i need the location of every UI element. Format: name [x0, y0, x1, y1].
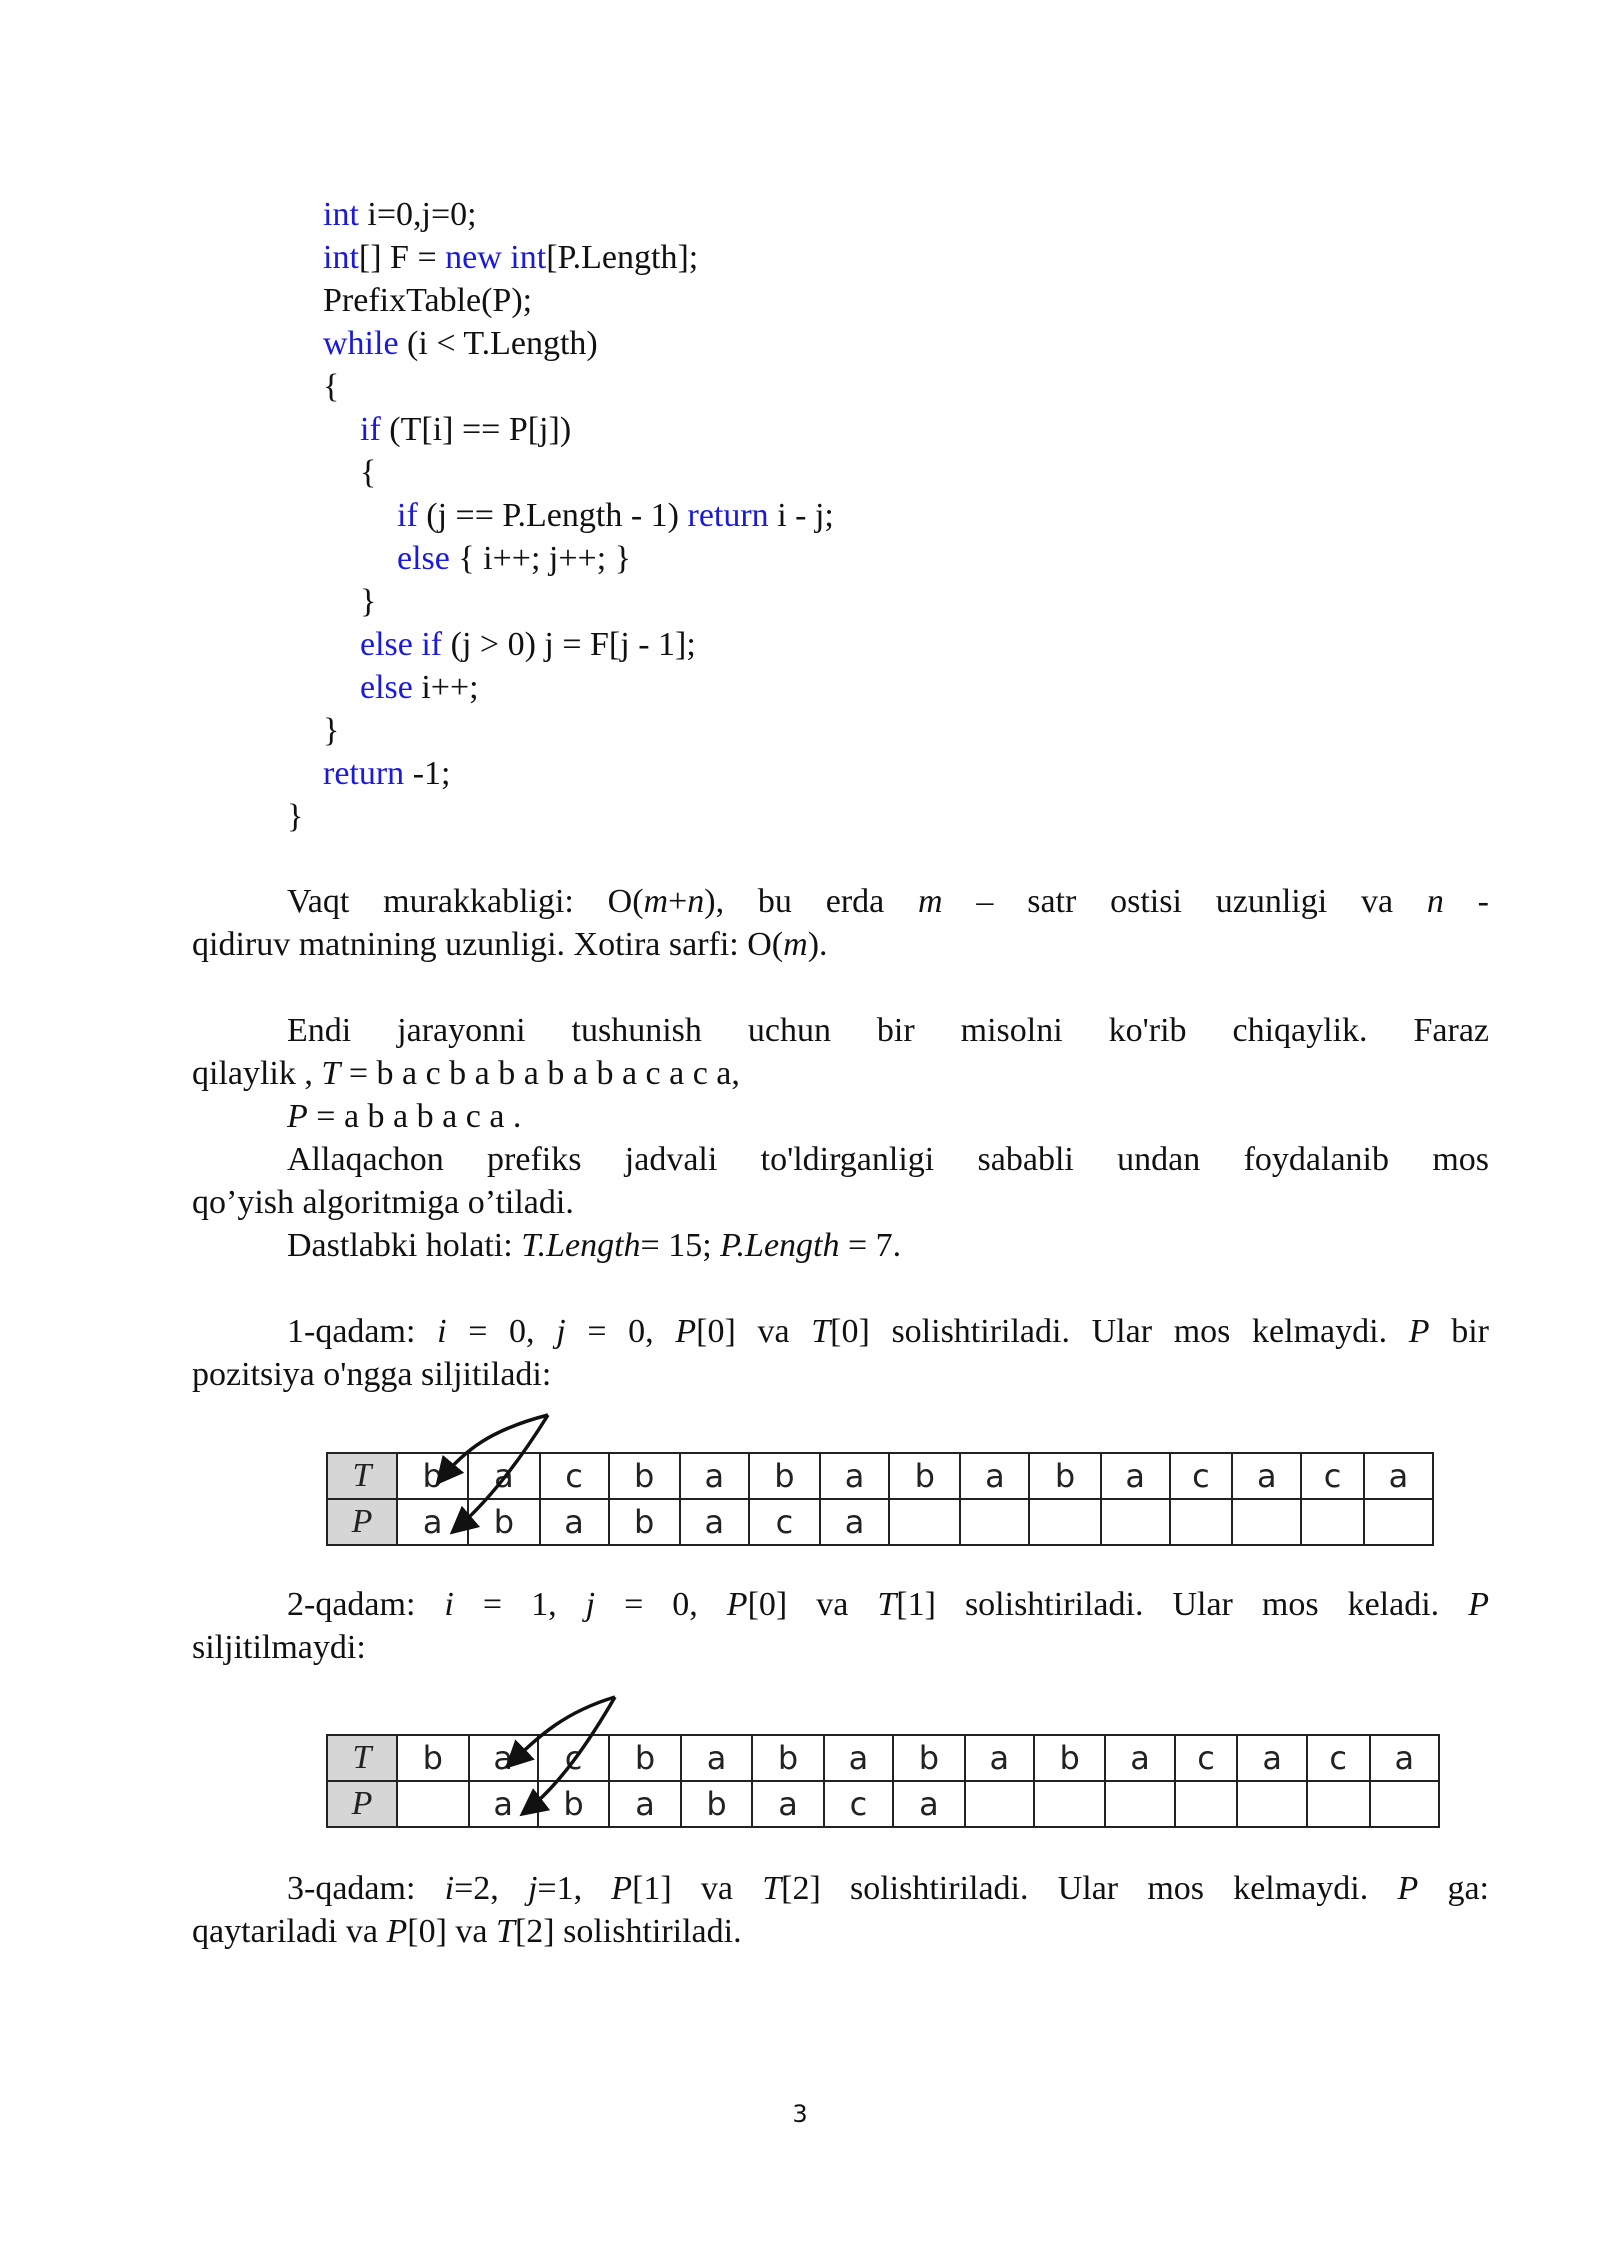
step1-line-2: pozitsiya o'ngga siljitiladi:: [192, 1356, 552, 1393]
complexity-line-2: qidiruv matnining uzunligi. Xotira sarfi: O(m).: [192, 926, 828, 963]
example-line-2: qilaylik , T = b a c b a b a b a b a c a c a,: [192, 1055, 740, 1092]
table-cell: a: [469, 1781, 538, 1827]
code-text: [] F =: [358, 239, 446, 276]
step3-line-1: 3-qadam: i=2, j=1, P[1] va T[2] solishtiriladi. Ular mos kelmaydi. P ga:: [287, 1870, 1489, 1907]
table-cell: a: [1232, 1453, 1301, 1499]
table-cell: a: [960, 1453, 1029, 1499]
arrow-step1-a: [440, 1415, 548, 1480]
table-cell: b: [749, 1453, 820, 1499]
table-cell: a: [468, 1453, 539, 1499]
table-cell: b: [893, 1735, 965, 1781]
code-line-3: PrefixTable(P);: [323, 282, 533, 319]
example-line-6: Dastlabki holati: T.Length= 15; P.Length = 7.: [287, 1227, 902, 1264]
code-keyword: if: [360, 411, 381, 448]
example-line-1: Endi jarayonni tushunish uchun bir misolni ko'rib chiqaylik. Faraz: [287, 1012, 1489, 1049]
table-cell: b: [752, 1735, 824, 1781]
code-keyword: int: [510, 239, 547, 276]
code-keyword: else: [397, 540, 450, 577]
table-cell: c: [1175, 1735, 1238, 1781]
code-text: (T[i] == P[j]): [380, 411, 572, 448]
table-cell: a: [1105, 1735, 1174, 1781]
code-keyword: else if: [360, 626, 443, 663]
row-header: T: [327, 1453, 397, 1499]
code-text: [P.Length];: [546, 239, 699, 276]
code-line-13: }: [323, 712, 340, 749]
table-cell: a: [1364, 1453, 1433, 1499]
table-cell: c: [824, 1781, 893, 1827]
table-cell: a: [820, 1453, 889, 1499]
table-cell: a: [1101, 1453, 1170, 1499]
table-cell: a: [893, 1781, 965, 1827]
table-cell: a: [609, 1781, 681, 1827]
table-cell: a: [965, 1735, 1034, 1781]
code-keyword: return: [323, 755, 405, 792]
table-cell: b: [397, 1735, 469, 1781]
step2-line-2: siljitilmaydi:: [192, 1629, 366, 1666]
table-cell: a: [540, 1499, 609, 1545]
code-line-15: }: [287, 798, 304, 835]
row-header: P: [327, 1781, 397, 1827]
table-cell: a: [680, 1499, 749, 1545]
code-keyword: return: [687, 497, 769, 534]
table-cell: c: [1301, 1453, 1364, 1499]
table-cell: c: [749, 1499, 820, 1545]
code-text: { i++; j++; }: [449, 540, 631, 577]
table-cell: a: [1370, 1735, 1439, 1781]
example-line-5: qo’yish algoritmiga o’tiladi.: [192, 1184, 574, 1221]
code-line-5: {: [323, 368, 340, 405]
table-cell: a: [680, 1453, 749, 1499]
table-cell: a: [820, 1499, 889, 1545]
table-cell: b: [538, 1781, 610, 1827]
table-cell: a: [1237, 1735, 1306, 1781]
table-cell: b: [468, 1499, 539, 1545]
table-cell: c: [540, 1453, 609, 1499]
code-line-10: }: [360, 583, 377, 620]
code-text: i++;: [412, 669, 479, 706]
table-cell: b: [609, 1735, 681, 1781]
table-cell: a: [397, 1499, 468, 1545]
code-keyword: if: [397, 497, 418, 534]
row-header: T: [327, 1735, 397, 1781]
table-cell: a: [681, 1735, 753, 1781]
row-header: P: [327, 1499, 397, 1545]
table-cell: c: [1307, 1735, 1370, 1781]
table-cell: b: [609, 1499, 680, 1545]
table-cell: b: [681, 1781, 753, 1827]
code-text: i - j;: [768, 497, 834, 534]
code-text: i=0,j=0;: [358, 196, 477, 233]
table-cell: b: [609, 1453, 680, 1499]
step3-line-2: qaytariladi va P[0] va T[2] solishtiriladi.: [192, 1913, 742, 1950]
code-keyword: new: [445, 239, 502, 276]
code-keyword: int: [323, 239, 359, 276]
arrow-step2-a: [510, 1697, 615, 1764]
step2-line-1: 2-qadam: i = 1, j = 0, P[0] va T[1] solishtiriladi. Ular mos keladi. P: [287, 1586, 1489, 1623]
code-line-7: {: [360, 454, 377, 491]
table-cell: b: [397, 1453, 468, 1499]
table-cell: b: [1029, 1453, 1100, 1499]
example-line-4: Allaqachon prefiks jadvali to'ldirganligi sababli undan foydalanib mos: [287, 1141, 1489, 1178]
code-text: (j > 0) j = F[j - 1];: [442, 626, 696, 663]
code-keyword: else: [360, 669, 413, 706]
example-line-3: P = a b a b a c a .: [287, 1098, 522, 1135]
table-cell: a: [824, 1735, 893, 1781]
table-cell: c: [1170, 1453, 1233, 1499]
complexity-line-1: Vaqt murakkabligi: O(m+n), bu erda m – satr ostisi uzunligi va n -: [287, 883, 1489, 920]
code-keyword: while: [323, 325, 399, 362]
table-cell: a: [469, 1735, 538, 1781]
table-cell: c: [538, 1735, 610, 1781]
table-cell: b: [889, 1453, 960, 1499]
code-text: -1;: [404, 755, 451, 792]
code-text: (j == P.Length - 1): [417, 497, 688, 534]
page-number: 3: [792, 2100, 808, 2128]
table-cell: b: [1034, 1735, 1106, 1781]
code-keyword: int: [323, 196, 359, 233]
code-text: (i < T.Length): [398, 325, 598, 362]
table-cell: a: [752, 1781, 824, 1827]
step1-line-1: 1-qadam: i = 0, j = 0, P[0] va T[0] solishtiriladi. Ular mos kelmaydi. P bir: [287, 1313, 1489, 1350]
